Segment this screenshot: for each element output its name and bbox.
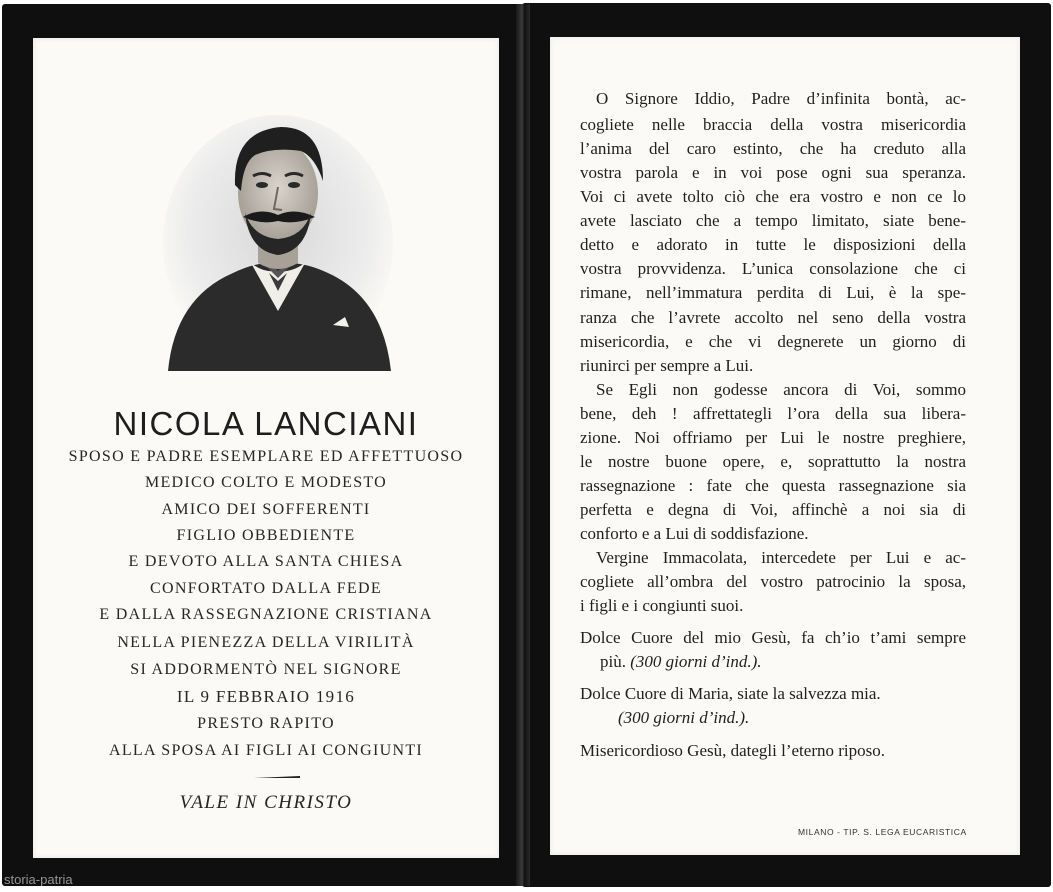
epitaph-line: E DALLA RASSEGNAZIONE CRISTIANA (99, 606, 433, 623)
printer-credit: MILANO - TIP. S. LEGA EUCARISTICA (798, 827, 967, 837)
final-prayer-line: Misericordioso Gesù, dategli l’eterno riposo. (580, 741, 885, 760)
epitaph-line: SI ADDORMENTÒ NEL SIGNORE (130, 661, 402, 678)
prayer-line: vostra parola e in voi pose ogni sua speranza. (580, 163, 966, 182)
prayer-line: l’anima del caro estinto, che ha creduto alla (580, 139, 966, 158)
indulgence-note: (300 giorni d’ind.). (618, 708, 750, 727)
prayer-line: avete lasciato che a tempo limitato, siate bene- (580, 211, 966, 230)
prayer-line: rassegnazione : fate che questa rassegnazione sia (580, 476, 966, 495)
prayer-line: rimane, nell’immatura perdita di Lui, è la spe- (580, 283, 966, 302)
prayer-line: Voi ci avete tolto ciò che era vostro e non ce lo (580, 187, 966, 206)
ejaculation-text: più. (600, 652, 626, 671)
epitaph-line: CONFORTATO DALLA FEDE (150, 580, 382, 597)
portrait-photo (163, 113, 393, 371)
prayer-line: bene, deh ! affrettategli l’ora della sua libera- (580, 404, 966, 423)
indulgence-note: (300 giorni d’ind.). (630, 652, 762, 671)
prayer-line: misericordia, e che vi degnerete un giorno di (580, 332, 966, 351)
epitaph-line: E DEVOTO ALLA SANTA CHIESA (128, 553, 404, 570)
ejaculation-line (600, 652, 966, 672)
prayer-line: vostra provvidenza. L’unica consolazione che ci (580, 259, 966, 278)
death-date: IL 9 FEBBRAIO 1916 (176, 687, 356, 706)
prayer-line: zione. Noi offriamo per Lui le nostre preghiere, (580, 428, 966, 447)
prayer-line: Vergine Immacolata, intercedete per Lui e ac- (596, 548, 966, 567)
ejaculation-line: Dolce Cuore del mio Gesù, fa ch’io t’ami sempre (580, 628, 966, 647)
prayer-line: O Signore Iddio, Padre d’infinita bontà, ac- (596, 89, 966, 108)
prayer-line: conforto e a Lui di soddisfazione. (580, 524, 809, 543)
deceased-name: NICOLA LANCIANI (113, 405, 419, 442)
card-fold (516, 4, 530, 886)
prayer-line: cogliete nelle braccia della vostra misericordia (580, 115, 966, 134)
ejaculation-line: Dolce Cuore di Maria, siate la salvezza mia. (580, 684, 881, 703)
epitaph-line: ALLA SPOSA AI FIGLI AI CONGIUNTI (108, 742, 424, 759)
prayer-line: Se Egli non godesse ancora di Voi, sommo (596, 380, 966, 399)
epitaph-line: NELLA PIENEZZA DELLA VIRILITÀ (117, 634, 415, 651)
epitaph-line: SPOSO E PADRE ESEMPLARE ED AFFETTUOSO (68, 448, 464, 465)
epitaph-line: FIGLIO OBBEDIENTE (176, 527, 356, 544)
epitaph-line: MEDICO COLTO E MODESTO (144, 474, 388, 491)
epitaph-line: AMICO DEI SOFFERENTI (161, 501, 371, 518)
prayer-line: ranza che l’avrete accolto nel seno della vostra (580, 308, 966, 327)
prayer-line: detto e adorato in tutte le disposizioni della (580, 235, 966, 254)
prayer-line: riunirci per sempre a Lui. (580, 356, 754, 375)
epitaph-line: PRESTO RAPITO (197, 715, 335, 732)
prayer-line: le nostre buone opere, e, soprattutto la nostra (580, 452, 966, 471)
prayer-line: cogliete all’ombra del vostro patrocinio la sposa, (580, 572, 966, 591)
ornament-divider (254, 775, 300, 779)
watermark: storia-patria (4, 872, 73, 887)
prayer-line: i figli e i congiunti suoi. (580, 596, 744, 615)
closing-phrase: VALE IN CHRISTO (179, 792, 353, 813)
prayer-line: perfetta e degna di Voi, affinchè a noi sia di (580, 500, 966, 519)
